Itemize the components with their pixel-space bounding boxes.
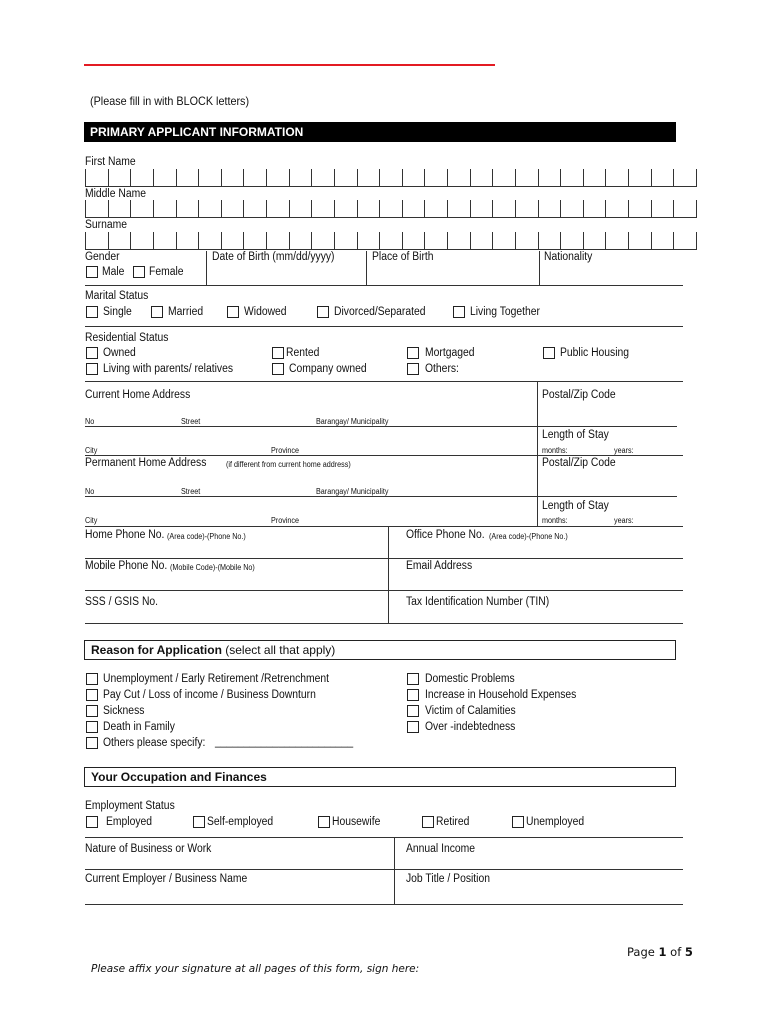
letter-box-divider — [583, 169, 584, 186]
header-red-rule — [84, 64, 495, 66]
letter-box-divider — [176, 232, 177, 249]
letter-box-divider — [560, 200, 561, 217]
page-current: 1 — [658, 945, 667, 959]
letter-box-divider — [289, 200, 290, 217]
marital-living-together-label: Living Together — [470, 306, 541, 318]
letter-box-divider — [492, 200, 493, 217]
addr-city-label: City — [85, 446, 98, 455]
letter-box-divider — [379, 232, 380, 249]
letter-box-divider — [311, 232, 312, 249]
letter-box-divider — [334, 232, 335, 249]
res-mortgaged-checkbox[interactable] — [407, 347, 419, 359]
reason-death-checkbox[interactable] — [86, 721, 98, 733]
place-of-birth-label: Place of Birth — [372, 251, 434, 263]
letter-box-divider — [515, 232, 516, 249]
reason-death-label: Death in Family — [103, 721, 175, 733]
marital-divorced-checkbox[interactable] — [317, 306, 329, 318]
reason-paycut-checkbox[interactable] — [86, 689, 98, 701]
reason-indebtedness-checkbox[interactable] — [407, 721, 419, 733]
letter-box-divider — [605, 169, 606, 186]
res-public-housing-checkbox[interactable] — [543, 347, 555, 359]
male-checkbox[interactable] — [86, 266, 98, 278]
reason-sickness-label: Sickness — [103, 705, 145, 717]
current-address-label: Current Home Address — [85, 389, 191, 401]
letter-box-divider — [243, 200, 244, 217]
res-rented-checkbox[interactable] — [272, 347, 284, 359]
permanent-address-note: (if different from current home address) — [226, 460, 351, 469]
letter-box-divider — [651, 200, 652, 217]
reason-heading-rest: (select all that apply) — [221, 643, 336, 657]
letter-box-divider — [243, 169, 244, 186]
reason-others-checkbox[interactable] — [86, 737, 98, 749]
divider — [85, 285, 683, 286]
res-parents-checkbox[interactable] — [86, 363, 98, 375]
letter-box-divider — [673, 169, 674, 186]
reason-heading-bold: Reason for Application — [91, 643, 222, 657]
res-public-housing-label: Public Housing — [560, 347, 630, 359]
letter-box-divider — [243, 232, 244, 249]
marital-status-label: Marital Status — [85, 290, 149, 302]
addr-barangay-label-2: Barangay/ Municipality — [316, 487, 389, 496]
emp-housewife-label: Housewife — [332, 816, 381, 828]
letter-box-divider — [176, 200, 177, 217]
reason-others-label: Others please specify: — [103, 737, 206, 749]
marital-married-checkbox[interactable] — [151, 306, 163, 318]
reason-calamities-checkbox[interactable] — [407, 705, 419, 717]
mobile-phone-label: Mobile Phone No. — [85, 560, 168, 572]
letter-box-divider — [696, 200, 697, 217]
letter-box-divider — [696, 169, 697, 186]
letter-box-divider — [696, 232, 697, 249]
letter-box-divider — [266, 200, 267, 217]
emp-self-employed-label: Self-employed — [207, 816, 274, 828]
female-checkbox[interactable] — [133, 266, 145, 278]
emp-retired-label: Retired — [436, 816, 470, 828]
residential-status-label: Residential Status — [85, 332, 169, 344]
letter-box-divider — [424, 232, 425, 249]
addr-city-label-2: City — [85, 516, 98, 525]
job-title-label: Job Title / Position — [406, 873, 490, 885]
letter-box-divider — [628, 232, 629, 249]
divider — [85, 837, 683, 838]
res-owned-label: Owned — [103, 347, 136, 359]
letter-box-divider — [447, 232, 448, 249]
letter-box-divider — [357, 200, 358, 217]
divider — [85, 526, 683, 527]
letter-box-divider — [651, 232, 652, 249]
annual-income-label: Annual Income — [406, 843, 476, 855]
letter-box-divider — [538, 200, 539, 217]
divider — [537, 381, 538, 527]
first-name-boxes[interactable] — [85, 169, 697, 187]
letter-box-divider — [311, 169, 312, 186]
divider — [85, 590, 683, 591]
reason-paycut-label: Pay Cut / Loss of income / Business Downturn — [103, 689, 316, 701]
letter-box-divider — [470, 200, 471, 217]
letter-box-divider — [153, 200, 154, 217]
marital-single-label: Single — [103, 306, 132, 318]
letter-box-divider — [198, 232, 199, 249]
letter-box-divider — [424, 200, 425, 217]
letter-box-divider — [153, 169, 154, 186]
permanent-address-label: Permanent Home Address — [85, 457, 207, 469]
letter-box-divider — [673, 200, 674, 217]
divider — [206, 251, 207, 285]
letter-box-divider — [379, 200, 380, 217]
letter-box-divider — [130, 232, 131, 249]
letter-box-divider — [130, 200, 131, 217]
letter-box-divider — [176, 169, 177, 186]
first-name-label: First Name — [85, 156, 136, 168]
letter-box-divider — [153, 232, 154, 249]
occupation-heading-text: Your Occupation and Finances — [91, 770, 267, 784]
middle-name-boxes[interactable] — [85, 200, 697, 218]
divider — [85, 904, 683, 905]
page-number — [627, 945, 693, 959]
divider — [85, 426, 677, 427]
letter-box-divider — [357, 169, 358, 186]
letter-box-divider — [85, 169, 86, 186]
middle-name-label: Middle Name — [85, 188, 146, 200]
letter-box-divider — [402, 169, 403, 186]
addr-street-label: Street — [181, 417, 201, 426]
reason-household-checkbox[interactable] — [407, 689, 419, 701]
res-owned-checkbox[interactable] — [86, 347, 98, 359]
letter-box-divider — [560, 169, 561, 186]
letter-box-divider — [470, 232, 471, 249]
reason-indebtedness-label: Over -indebtedness — [425, 721, 516, 733]
marital-widowed-label: Widowed — [244, 306, 287, 318]
divider — [388, 526, 389, 623]
letter-box-divider — [583, 232, 584, 249]
addr-no-label-2: No — [85, 487, 95, 496]
letter-box-divider — [289, 232, 290, 249]
length-of-stay-label: Length of Stay — [542, 429, 609, 441]
reason-heading — [84, 640, 676, 660]
years-label-2: years: — [614, 516, 634, 525]
employer-label: Current Employer / Business Name — [85, 873, 248, 885]
addr-barangay-label: Barangay/ Municipality — [316, 417, 389, 426]
res-others-label: Others: — [425, 363, 459, 375]
letter-box-divider — [289, 169, 290, 186]
letter-box-divider — [379, 169, 380, 186]
surname-label: Surname — [85, 219, 128, 231]
reason-unemployment-label: Unemployment / Early Retirement /Retrenchment — [103, 673, 330, 685]
emp-self-employed-checkbox[interactable] — [193, 816, 205, 828]
letter-box-divider — [560, 232, 561, 249]
letter-box-divider — [492, 169, 493, 186]
surname-boxes[interactable] — [85, 232, 697, 250]
res-company-label: Company owned — [289, 363, 367, 375]
marital-married-label: Married — [168, 306, 204, 318]
addr-province-label: Province — [271, 446, 300, 455]
letter-box-divider — [357, 232, 358, 249]
letter-box-divider — [130, 169, 131, 186]
letter-box-divider — [198, 200, 199, 217]
email-label: Email Address — [406, 560, 473, 572]
nationality-label: Nationality — [544, 251, 593, 263]
letter-box-divider — [628, 200, 629, 217]
letter-box-divider — [673, 232, 674, 249]
male-label: Male — [102, 266, 125, 278]
reason-others-line[interactable]: ________________________ — [215, 736, 354, 748]
mobile-phone-note: (Mobile Code)-(Mobile No) — [170, 563, 255, 572]
page-prefix: Page — [627, 945, 655, 959]
gender-label: Gender — [85, 251, 120, 263]
reason-domestic-checkbox[interactable] — [407, 673, 419, 685]
divider — [394, 837, 395, 904]
letter-box-divider — [470, 169, 471, 186]
res-company-checkbox[interactable] — [272, 363, 284, 375]
divider — [85, 558, 683, 559]
years-label: years: — [614, 446, 634, 455]
divider — [85, 455, 683, 456]
marital-single-checkbox[interactable] — [86, 306, 98, 318]
letter-box-divider — [402, 200, 403, 217]
addr-street-label-2: Street — [181, 487, 201, 496]
letter-box-divider — [198, 169, 199, 186]
home-phone-label: Home Phone No. — [85, 529, 165, 541]
letter-box-divider — [266, 169, 267, 186]
marital-divorced-label: Divorced/Separated — [334, 306, 426, 318]
page-of: of — [670, 945, 682, 959]
divider — [85, 496, 677, 497]
office-phone-note: (Area code)-(Phone No.) — [489, 532, 568, 541]
letter-box-divider — [85, 232, 86, 249]
emp-unemployed-checkbox[interactable] — [512, 816, 524, 828]
letter-box-divider — [221, 200, 222, 217]
signature-note: Please affix your signature at all pages of this form, sign here: — [91, 963, 420, 975]
postal-code-label: Postal/Zip Code — [542, 389, 616, 401]
letter-box-divider — [583, 200, 584, 217]
letter-box-divider — [402, 232, 403, 249]
letter-box-divider — [311, 200, 312, 217]
letter-box-divider — [447, 200, 448, 217]
emp-retired-checkbox[interactable] — [422, 816, 434, 828]
marital-widowed-checkbox[interactable] — [227, 306, 239, 318]
letter-box-divider — [605, 200, 606, 217]
divider — [85, 623, 683, 624]
letter-box-divider — [108, 169, 109, 186]
res-others-checkbox[interactable] — [407, 363, 419, 375]
reason-calamities-label: Victim of Calamities — [425, 705, 516, 717]
letter-box-divider — [266, 232, 267, 249]
emp-employed-label: Employed — [106, 816, 153, 828]
dob-label: Date of Birth (mm/dd/yyyy) — [212, 251, 335, 263]
primary-applicant-heading: PRIMARY APPLICANT INFORMATION — [84, 122, 676, 142]
home-phone-note: (Area code)-(Phone No.) — [167, 532, 246, 541]
tin-label: Tax Identification Number (TIN) — [406, 596, 550, 608]
letter-box-divider — [492, 232, 493, 249]
marital-living-together-checkbox[interactable] — [453, 306, 465, 318]
divider — [366, 251, 367, 285]
letter-box-divider — [651, 169, 652, 186]
res-rented-label: Rented — [286, 347, 320, 359]
reason-sickness-checkbox[interactable] — [86, 705, 98, 717]
months-label-2: months: — [542, 516, 568, 525]
divider — [85, 381, 683, 382]
letter-box-divider — [221, 232, 222, 249]
letter-box-divider — [108, 232, 109, 249]
reason-domestic-label: Domestic Problems — [425, 673, 515, 685]
addr-no-label: No — [85, 417, 95, 426]
reason-unemployment-checkbox[interactable] — [86, 673, 98, 685]
letter-box-divider — [515, 169, 516, 186]
addr-province-label-2: Province — [271, 516, 300, 525]
res-mortgaged-label: Mortgaged — [425, 347, 475, 359]
letter-box-divider — [605, 232, 606, 249]
letter-box-divider — [85, 200, 86, 217]
postal-code-label-2: Postal/Zip Code — [542, 457, 616, 469]
block-letters-instruction: (Please fill in with BLOCK letters) — [90, 94, 250, 108]
occupation-heading — [84, 767, 676, 787]
divider — [85, 869, 683, 870]
res-parents-label: Living with parents/ relatives — [103, 363, 234, 375]
divider — [539, 251, 540, 285]
female-label: Female — [149, 266, 184, 278]
office-phone-label: Office Phone No. — [406, 529, 485, 541]
nature-of-business-label: Nature of Business or Work — [85, 843, 212, 855]
letter-box-divider — [628, 169, 629, 186]
months-label: months: — [542, 446, 568, 455]
letter-box-divider — [424, 169, 425, 186]
letter-box-divider — [538, 232, 539, 249]
letter-box-divider — [515, 200, 516, 217]
sss-label: SSS / GSIS No. — [85, 596, 159, 608]
letter-box-divider — [447, 169, 448, 186]
letter-box-divider — [334, 200, 335, 217]
letter-box-divider — [334, 169, 335, 186]
page-total: 5 — [684, 945, 693, 959]
emp-unemployed-label: Unemployed — [526, 816, 585, 828]
emp-housewife-checkbox[interactable] — [318, 816, 330, 828]
reason-household-label: Increase in Household Expenses — [425, 689, 577, 701]
letter-box-divider — [108, 200, 109, 217]
letter-box-divider — [221, 169, 222, 186]
employment-status-label: Employment Status — [85, 800, 175, 812]
divider — [85, 326, 683, 327]
length-of-stay-label-2: Length of Stay — [542, 500, 609, 512]
letter-box-divider — [538, 169, 539, 186]
emp-employed-checkbox[interactable] — [86, 816, 98, 828]
